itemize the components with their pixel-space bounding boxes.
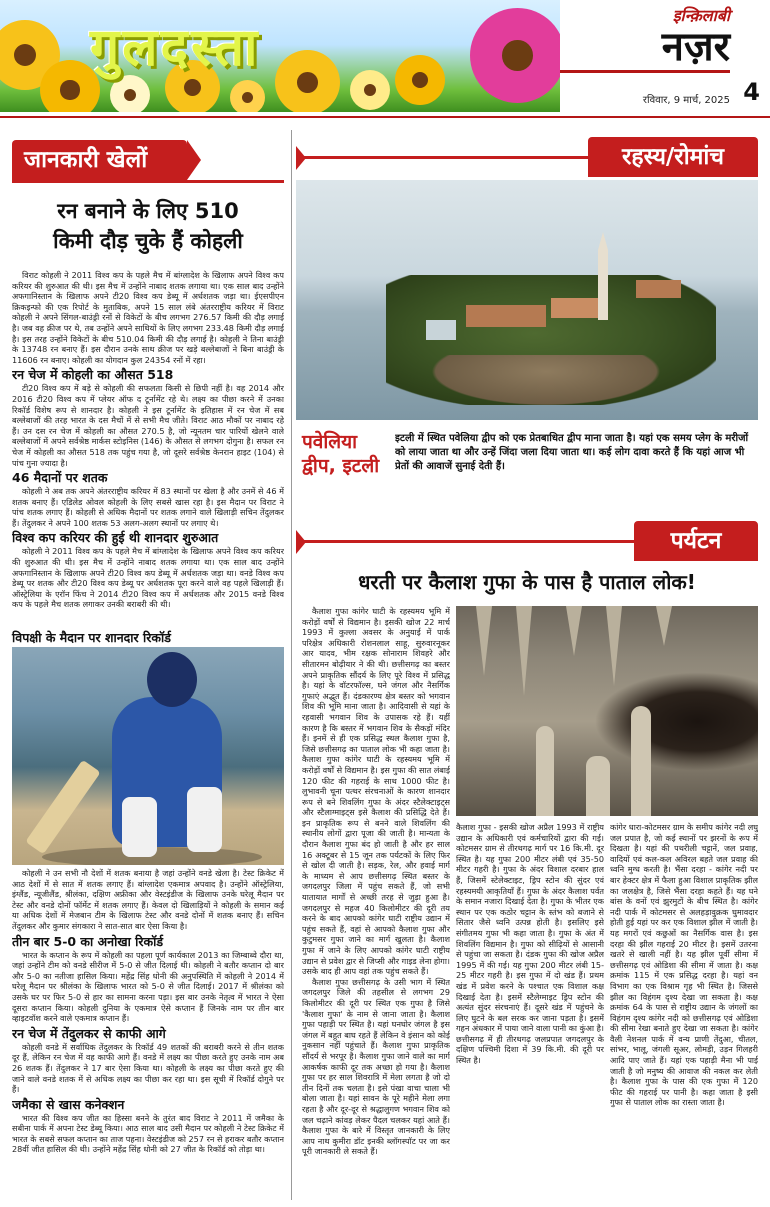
sports-paragraph-7: भारत की विश्व कप जीत का हिस्सा बनने के तुरंत बाद विराट ने 2011 में जमैका के सबीना पार्क में अपना टेस्ट डेब्यू किया। आठ साल बाद उसी मैदान पर कोहली ने टेस्ट क्रिकेट में भारत के सबसे सफल कप्तान का ताज पहना। वेस्टइंडीज को 257 रन से हराकर बतौर कप्तान 28वीं जीत हासिल की थी। उन्होंने महेंद्र सिंह धोनी को 27 जीत के रिकॉर्ड को तोड़ा था।: [12, 1112, 284, 1155]
gerbera-icon: [470, 8, 560, 103]
mystery-tag-rule: [296, 156, 588, 159]
tourism-column-1: [302, 606, 450, 1200]
sports-tag-rule: [12, 180, 284, 183]
sports-subhead-2: 46 मैदानों पर शतक: [12, 470, 108, 486]
sports-subhead-3: विश्व कप करियर की हुई थी शानदार शुरुआत: [12, 530, 219, 546]
sports-paragraph-4: कोहली ने उन सभी नौ देशों में शतक बनाया है जहां उन्होंने वनडे खेला है। टेस्ट क्रिकेट में आठ देशों में से सात में शतक लगाए हैं। बांग्लादेश एकमात्र अपवाद है। उन्होंने ऑस्ट्रेलिया, इंग्लैंड, न्यूजीलैंड, श्रीलंका, दक्षिण अफ्रीका और वेस्टइंडीज के खिलाफ उनके घरेलू मैदान पर टेस्ट और वनडे दोनों फॉर्मेट में शतक लगाए हैं। केवल दो खिलाड़ियों ने कोहली के समान कई या अधिक देशों में मेजबान टीम के खिलाफ टेस्ट और वनडे दोनों में शतक बनाए हैं। सचिन तेंदुलकर और कुमार संगकारा ने सात-सात बार ऐसा किया है।: [12, 868, 284, 931]
tourism-section-tag: पर्यटन: [634, 521, 758, 561]
sports-paragraph-6: कोहली वनडे में सर्वाधिक तेंदुलकर के रिकॉर्ड 49 शतकों की बराबरी करने से तीन शतक दूर हैं, लेकिन रन चेज में वह काफी आगे हैं। वनडे में लक्ष्य का पीछा करते हुए उनके नाम अब 26 शतक हैं। तेंदुलकर ने 17 बार ऐसा किया था। कोहली के लक्ष्य का पीछा करते हुए की जाने वाले वनडे शतक में से अधिक लक्ष्य का पीछा कर रहा था। इस सूची में रिकॉर्ड दोगुने पर हैं।: [12, 1041, 284, 1095]
sports-subhead-5: तीन बार 5-0 का अनोखा रिकॉर्ड: [12, 933, 164, 949]
mystery-section-tag: रहस्य/रोमांच: [588, 137, 758, 177]
sports-subhead-7: जमैका से खास कनेक्शन: [12, 1096, 125, 1112]
sports-paragraph-3: कोहली ने 2011 विश्व कप के पहले मैच में बांग्लादेश के खिलाफ अपने विश्व कप करियर की शुरुआत की थी। इस मैच में उन्होंने नाबाद शतक लगाया था। एक साल बाद उन्होंने अफगानिस्तान के खिलाफ अपने टी20 विश्व कप डेब्यू में अर्धशतक जड़ा था। वनडे विश्व कप डेब्यू पर शतक और टी20 विश्व कप डेब्यू पर अर्धशतक पूरा करने वाले वह पहले खिलाड़ी हैं। ऑस्ट्रेलिया के एरॉन फिंच ने 2014 टी20 विश्व कप में अर्धशतक और 2015 वनडे विश्व कप के पहले मैच शतक लगाकर उनकी बराबरी की थी।: [12, 546, 284, 610]
mystery-caption: इटली में स्थित पवेलिया द्वीप को एक प्रेतबाधित द्वीप माना जाता है। यहां एक समय प्लेग के मरीजों को लाया जाता था और उन्हें जिंदा जला दिया जाता था। कई लोग दावा करते हैं कि यहां आज भी प्रेतों की आवाजें सुनाई देती हैं।: [395, 433, 749, 472]
place-line-1: पवेलिया: [302, 431, 358, 453]
sports-headline: [12, 196, 284, 256]
supplement-title: गुलदस्ता: [90, 17, 261, 78]
tourism-column-3: कांगेर धारा-कोटमसर ग्राम के समीप कांगेर नदी लघु जल प्रपात है, जो कई स्थानों पर झरनों के रूप में दिखता है। यहां की पथरीली चट्टानें, जल प्रवाह, वादियों एवं कल-कल अविरल बहते जल प्रवाह की ध्वनि मुग्ध करती है। भैंसा दरहा - कांगेर नदी पर बार हेक्टर क्षेत्र में फैला हुआ विशाल प्राकृतिक झील का जलक्षेत्र है, जिसे भैंसा दरहा कहते हैं। यह घने बांस के वनों एवं झुरमुटों के बीच स्थित है। कांगेर नदी पार्क में कोटमसर से अलहड़ावुक्रक घुमावदार होती हुई यहां पर कर एक विशाल झील में जाती है। यह मगरों एवं कछुओं का नैसर्गिक वास है। इस दरहा की झील गहराई 20 मीटर है। इसमें उतरना खतरे से खाली नहीं है। यह झील पूर्वी सीमा में छत्तीसगढ़ एवं ओडिशा की सीमा में जाता है। कक्ष क्रमांक 115 में एक प्रसिद्ध दरहा है। यहां वन विभाग का एक विश्राम गृह भी स्थित है। जिससे झील का विहंगम दृश्य देखा जा सकता है। कक्ष क्रमांक 64 के पास से राष्ट्रीय उद्यान के जंगलों का विहंगम दृश्य कांगेर नदी को छत्तीसगढ़ एवं ओडिशा की सीमा रेखा बनाते हुए देखा जा सकता है। कांगेर वैली नेशनल पार्क में वन्य प्राणी तेंदुआ, चीतल, सांभर, भालू, जंगली सूअर, लोमड़ी, उड़न गिलहरी आदि पाए जाते हैं। यहां एक पहाड़ी मैना भी पाई जाती है जो मनुष्य की आवाज की नकल कर लेती है। कैलाश गुफा के पास की एक गुफा में 120 फीट की गहराई पर पानी है। कहा जाता है इसी गुफा से पाताल लोक का रास्ता जाता है।: [610, 822, 758, 1108]
kohli-batting-photo: [12, 647, 284, 865]
sports-article-top: [12, 270, 284, 644]
bell-tower: [598, 250, 608, 320]
kailash-cave-photo: [456, 606, 758, 816]
brand-title: नज़र: [661, 23, 730, 70]
masthead: [0, 0, 770, 118]
daisy-icon: [230, 80, 265, 112]
column-divider: [291, 130, 292, 1200]
newspaper-brand: [560, 4, 730, 73]
tourism-column-2: कैलाश गुफा - इसकी खोज अप्रैल 1993 में राष्ट्रीय उद्यान के अधिकारी एवं कर्मचारियों द्वारा की गई। कोटमसर ग्राम से तीरथगढ़ मार्ग पर 16 कि.मी. दूर स्थित है। यह गुफा 200 मीटर लंबी एवं 35-50 मीटर गहरी है। गुफा के अंदर विशाल दरबार हाल हैं, जिसमें स्टेलेक्टाइट, ड्रिप स्टोन की सुंदर एवं रहस्यमयी आकृतियाँ हैं। गुफा के अंदर कैलाश पर्वत के समान नजारा दिखाई देता है। गुफा के भीतर एक स्थान पर एक कठोर चट्टान के स्तंभ को बजाने से सितार जैसे ध्वनि उत्पन्न होती है। इसलिए इसे संगीतमय गुफा भी कहा जाता है। गुफा के अंत में शिवलिंग विद्यमान है। गुफा को सीढ़ियों से आसानी से पहुंचा जा सकता है। दंडक गुफा की खोज अप्रैल 1995 में की गई। यह गुफा 200 मीटर लंबी 15-25 मीटर गहरी है। इस गुफा में दो खंड हैं। प्रथम खंड में प्रवेश करने के पश्चात एक विशाल कक्ष दिखाई देता है। इसमें स्टैलेग्माइट ड्रिप स्टोन की अत्यंत सुंदर संरचनाएं हैं। दूसरे खंड में पहुंचने के लिए घुटने के बल सरक कर जाना पड़ता है। इसमें गहन अंधकार में पाया जाने वाला पानी का कुंआ है। छत्तीसगढ़ में ही तीरथगढ़ जलप्रपात जगदलपुर के दक्षिण पश्चिमी दिशा में 39 कि.मी. की दूरी पर स्थित है।: [456, 822, 604, 1066]
sunflower-icon: [395, 55, 445, 105]
mystery-place-name: [302, 430, 392, 478]
dateline: रविवार, 9 मार्च, 2025: [642, 95, 730, 106]
sunflower-icon: [275, 50, 340, 112]
arrow-icon: [296, 530, 306, 554]
tourism-paragraph-1b: कैलाश गुफा छत्तीसगढ़ के उसी भाग में स्थित जगदलपुर जिले की तहसील से लगभग 29 किलोमीटर की दूरी पर स्थित एक गुफा है जिसे 'कैलाश गुफा' के नाम से जाना जाता है। कैलाश गुफा पहाड़ी पर स्थित है। यहां घनघोर जंगल है इस जंगल में बहुत बाघ रहते हैं लेकिन वे इंसान को कोई नुकसान नहीं पहुंचाते हैं। कैलाश गुफा प्राकृतिक सौंदर्य से भरपूर है। कैलाश गुफा जाने वाले का मार्ग आकर्षक काफी दूर तक अच्छा हो गया है। कैलाश गुफा पर हर साल शिवरात्रि में मेला लगता है जो दो तीन दिनों तक चलता है। इसे पंखा वाचा चाला भी बोला जाता है। यहां सावन के पूरे महीने मेला लगा रहता है और दूर-दूर से श्रद्धालुगण भगवान शिव को जल चढ़ाने कांवड़ लेकर पैदल चलकर यहां आते हैं। कैलाश गुफा के बारे में विस्तृत जानकारी के लिए आप नाथ कुमीरा डॉट इनकी ब्लॉगस्पॉट पर जा कर पूरी जानकारी ले सकते हैं।: [302, 976, 450, 1157]
daisy-icon: [350, 70, 390, 110]
brand-subtitle: इन्क़िलाबी: [672, 6, 730, 25]
sports-subhead-1: रन चेज में कोहली का औसत 518: [12, 367, 174, 383]
sports-article-bottom: [12, 868, 284, 1200]
tourism-tag-rule: [296, 540, 634, 543]
sports-paragraph-1: टी20 विश्व कप में बड़े से कोहली की सफलता किसी से छिपी नहीं है। वह 2014 और 2016 टी20 विश्व कप में प्लेयर ऑफ द टूर्नामेंट रहे थे। लक्ष्य का पीछा करने में उनका रिकॉर्ड विशेष रूप से शानदार है। कोहली ने इस टूर्नामेंट के इतिहास में रन चेज में सब बल्लेबाजों की तरह भारत के दस मैचों में से सभी मैच जीते। विराट आठ मौकों पर नाबाद रहे हैं। उन दस रन चेज में कोहली का औसत 270.5 है, जो न्यूनतम चार पारियों खेलने वाले बल्लेबाजों में अपने सर्वश्रेष्ठ मार्कस स्टोइनिस (146) के औसत से लगभग दोगुना है। सफल रन चेज में कोहली का औसत 518 तक पहुंच गया है, जो दूसरे सर्वश्रेष्ठ केनरान हाइट (104) से पांच गुना ज्यादा है।: [12, 383, 284, 468]
sports-headline-line1: रन बनाने के लिए 510: [57, 199, 239, 223]
arrow-icon: [296, 146, 306, 170]
sports-intro: विराट कोहली ने 2011 विश्व कप के पहले मैच में बांग्लादेश के खिलाफ अपने विश्व कप करियर की शुरुआत की थी। इस मैच में उन्होंने नाबाद शतक लगाया था। एक साल बाद उन्होंने अफगानिस्तान के खिलाफ अपने टी20 विश्व कप डेब्यू में अर्धशतक जड़ा था। ईएसपीएन क्रिकइन्फो की एक रिपोर्ट के मुताबिक, अपने 15 साल लंबे अंतरराष्ट्रीय करियर में विराट कोहली ने अपने सिंगल-बाउंड्री रनों से विकेटों के बीच लगभग 276.57 किमी की दौड़ लगाई है। जब वह क्रीज पर थे, तब उन्होंने अपने साथियों के लिए लगभग 233.48 किमी दौड़ लगाई है। इस तरह उन्होंने विकेटों के बीच 510.04 किमी की दौड़ लगाई है। कोहली ने तिना बाउंड्री के 13748 रन बनाए हैं। इस दौरान उनके साथ क्रीज पर खड़े बल्लेबाजों ने बिना बाउंड्री के 11606 रन बनाए। कोहली का योगदान कुल 24354 रनों में रहा।: [12, 270, 284, 365]
sports-subhead-4: विपक्षी के मैदान पर शानदार रिकॉर्ड: [12, 630, 171, 645]
page-number: 4: [743, 78, 760, 106]
brand-underline: [560, 70, 730, 73]
flower-banner: [0, 0, 560, 112]
sports-paragraph-5: भारत के कप्तान के रूप में कोहली का पहला पूर्ण कार्यकाल 2013 का जिम्बाब्वे दौरा था, जहां उन्होंने टीम को वनडे सीरीज में 5-0 से जीत दिलाई थी। कोहली ने बतौर कप्तान दो बार और 5-0 का नतीजा हासिल किया। महेंद्र सिंह धोनी की अनुपस्थिति में कोहली ने 2014 में घरेलू मैदान पर श्रीलंका के खिलाफ भारत को 5-0 से जीत दिलाई। 2017 में श्रीलंका को उसके घर पर फिर 5-0 से हार का सामना करना पड़ा। इस बार उनके नेतृत्व में भारत ने ऐसा दूसरा कप्तान किया। कोहली दुनिया के एकमात्र ऐसे कप्तान हैं जिनके नाम पर तीन बार व्हाइटवॉश करने वाले एकमात्र कप्तान हैं।: [12, 949, 284, 1024]
place-line-2: द्वीप, इटली: [302, 455, 380, 477]
sports-section-tag: जानकारी खेलों की: [12, 140, 187, 180]
tourism-headline: धरती पर कैलाश गुफा के पास है पाताल लोक!: [358, 570, 696, 594]
sports-subhead-6: रन चेज में तेंदुलकर से काफी आगे: [12, 1025, 166, 1041]
sports-paragraph-2: कोहली ने अब तक अपने अंतरराष्ट्रीय करियर में 83 स्थानों पर खेला है और उनमें से 46 में शतक बनाए हैं। एडिलेड ओवल कोहली के लिए सबसे खास रहा है। इस मैदान पर विराट ने पांच शतक लगाए हैं। कोहली से अधिक मैदानों पर शतक लगाने वाले खिलाड़ी सचिन तेंदुलकर हैं। तेंदुलकर ने अपने 100 शतक 53 अलग-अलग स्थानों पर लगाए थे।: [12, 486, 284, 528]
tourism-paragraph-1: कैलाश गुफा कांगेर घाटी के रहस्यमय भूमि में करोड़ों वर्षों से विद्यमान है। इसकी खोज 22 मार्च 1993 में कुल्ला अवसर के अनुयाई में पार्क परिक्षेत्र अधिकारी रोशनलाल साहू, सुरुवारनूकर आर यादव, भीम रक्षक सोनाराम शिवहरे और सीतारमन बोढ़ीयार ने की थी। छत्तीसगढ़ का बस्तर अपने प्राकृतिक सौंदर्य के लिए पूरे विश्व में प्रसिद्ध है। यहां के वॉटरफॉल्स, घने जंगल और नैसर्गिक गुफाएं अद्भुत हैं। दंडकारण्य क्षेत्र बस्तर को भगवान शिव की भूमि माना जाता है। आदिवासी से यहां के रहवासी भगवान शिव के उपासक रहे हैं। यहीं कारण है कि बस्तर में भगवान शिव के सैकड़ों मंदिर हैं। इनमें से ही एक प्रसिद्ध स्थल कैलाश गुफा है, जिसे छत्तीसगढ़ का पाताल लोक भी कहा जाता है। कैलाश गुफा कांगेर घाटी के रहस्यमय भूमि में करोड़ों वर्षों से विद्यमान है। इस गुफा की सात लंबाई 120 फीट की गहराई के साथ 1000 फीट है। लुभावनी चूना पत्थर संरचनाओं के कारण शानदार रूप से बने शिवलिंग गुफा के अंदर स्टैलेक्टाइट्स और स्टैलाग्माइट्स इसे कैलाश की प्रसिद्धि देते हैं। इन प्राकृतिक रूप से बनने वाले शिवलिंग की स्थानीय लोगों द्वारा पूजा की जाती है। मान्यता के दौरान कैलाश गुफा बंद हो जाती है और हर साल 16 अक्टूबर से 15 जून तक पर्यटकों के लिए फिर से खोल दी जाती है। सड़क, रेल, और हवाई मार्ग के माध्यम से आप छत्तीसगढ़ स्थित बस्तर के जगदलपुर जिला में पहुंच सकते हैं, जो सभी यातायात मार्गों से अच्छी तरह से जुड़ा हुआ है। जगदलपुर से महज 40 किलोमीटर की दूरी तय करने के बाद आपको कांगेर घाटी राष्ट्रीय उद्यान में पहुंच सकते हैं, वहां से आपको कैलाश गुफा और कुटुमसर गुफा जाने का मार्ग खुलता है। कैलाश गुफा में जाने के लिए आपको कांगेर घाटी राष्ट्रीय उद्यान से प्रवेश द्वार से जिप्सी और गाइड लेना होगा। उसके बाद ही आप वहां तक पहुंच सकते हैं।: [302, 606, 450, 977]
arrow-icon: [187, 140, 201, 180]
sports-headline-line2: किमी दौड़ चुके हैं कोहली: [53, 229, 243, 253]
header-divider: [0, 116, 770, 118]
poveglia-island-photo: [296, 180, 758, 420]
